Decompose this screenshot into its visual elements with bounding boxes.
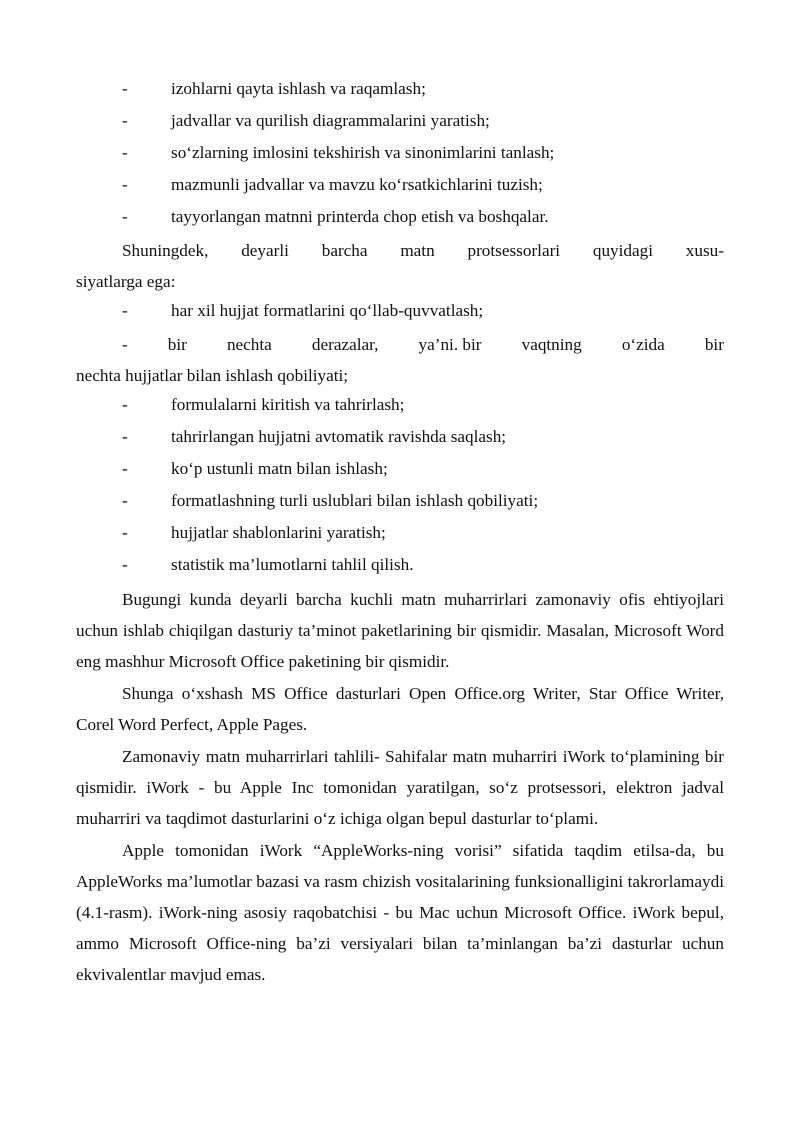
- list-item: [76, 423, 724, 455]
- list-item: [76, 203, 724, 235]
- list-item-text: so‘zlarning imlosini tekshirish va sinonimlarini tanlash;: [171, 143, 555, 162]
- dash-marker: -: [122, 335, 128, 354]
- list-item-wrapped: [76, 329, 724, 391]
- list-item: [76, 107, 724, 139]
- paragraph-office-suites: Bugungi kunda deyarli barcha kuchli matn muharrirlari zamonaviy ofis ehtiyojlari uchun ishlab chiqilgan dasturiy ta’minot paketlarining bir qismidir. Masalan, Microsoft Word eng mashhur Microsoft Office paketining bir qismidir.: [76, 590, 724, 671]
- list-item-text: tayyorlangan matnni printerda chop etish va boshqalar.: [171, 207, 549, 226]
- spread-line: [76, 235, 724, 266]
- word: barcha: [321, 241, 368, 260]
- dash-marker: -: [122, 143, 128, 162]
- dash-marker: -: [122, 79, 128, 98]
- word: quyidagi: [592, 241, 654, 260]
- dash-marker: -: [122, 491, 128, 510]
- word: deyarli: [241, 241, 289, 260]
- dash-marker: -: [122, 395, 128, 414]
- bullet-list-capabilities: [76, 75, 724, 235]
- dash-marker: -: [122, 207, 128, 226]
- word: ya’ni. bir: [418, 335, 482, 354]
- list-item-text: formulalarni kiritish va tahrirlash;: [171, 395, 405, 414]
- dash-marker: -: [122, 459, 128, 478]
- list-item: [76, 171, 724, 203]
- word: o‘zida: [621, 335, 665, 354]
- word: vaqtning: [521, 335, 582, 354]
- word: nechta: [226, 335, 272, 354]
- features-intro-paragraph: [76, 235, 724, 297]
- dash-marker: -: [122, 427, 128, 446]
- list-item: [76, 455, 724, 487]
- dash-marker: -: [122, 111, 128, 130]
- list-item: [76, 551, 724, 583]
- list-item-text: statistik ma’lumotlarni tahlil qilish.: [171, 555, 414, 574]
- list-item: [76, 297, 724, 329]
- list-item-text: ko‘p ustunli matn bilan ishlash;: [171, 459, 388, 478]
- word: bir: [167, 335, 187, 354]
- list-item: [76, 75, 724, 107]
- list-item-text: tahrirlangan hujjatni avtomatik ravishda saqlash;: [171, 427, 507, 446]
- spread-line: [76, 329, 724, 360]
- paragraph-appleworks: Apple tomonidan iWork “AppleWorks-ning vorisi” sifatida taqdim etilsa-da, bu AppleWorks ma’lumotlar bazasi va rasm chizish vositalarining funksionalligini takrorlamaydi (4.1-rasm). iWork-ning asosiy raqobatchisi - bu Mac uchun Microsoft Office. iWork bepul, ammo Microsoft Office-ning ba’zi versiyalari bilan ta’minlangan ba’zi dasturlar uchun ekvivalentlar mavjud emas.: [76, 841, 724, 984]
- list-item-text: hujjatlar shablonlarini yaratish;: [171, 523, 386, 542]
- list-item: [76, 519, 724, 551]
- dash-marker: -: [122, 555, 128, 574]
- word: Shuningdek,: [122, 241, 209, 260]
- list-item-text: mazmunli jadvallar va mavzu ko‘rsatkichlarini tuzish;: [171, 175, 543, 194]
- document-body: [76, 75, 724, 990]
- paragraph-iwork: Zamonaviy matn muharrirlari tahlili- Sahifalar matn muharriri iWork to‘plamining bir qismidir. iWork - bu Apple Inc tomonidan yaratilgan, so‘z protsessori, elektron jadval muharriri va taqdimot dasturlarini o‘z ichiga olgan bepul dasturlar to‘plami.: [76, 747, 724, 828]
- paragraph-line: siyatlarga ega:: [76, 272, 176, 291]
- paragraph-ms-office-alternatives: Shunga o‘xshash MS Office dasturlari Open Office.org Writer, Star Office Writer, Corel Word Perfect, Apple Pages.: [76, 684, 724, 734]
- paragraph-line: nechta hujjatlar bilan ishlash qobiliyati;: [76, 366, 349, 385]
- word: xusu-: [685, 241, 724, 260]
- word: bir: [704, 335, 724, 354]
- list-item: [76, 487, 724, 519]
- list-item-text: har xil hujjat formatlarini qo‘llab-quvvatlash;: [171, 301, 484, 320]
- dash-marker: -: [122, 301, 128, 320]
- dash-marker: -: [122, 523, 128, 542]
- list-item-text: formatlashning turli uslublari bilan ishlash qobiliyati;: [171, 491, 539, 510]
- list-item-text: izohlarni qayta ishlash va raqamlash;: [171, 79, 426, 98]
- list-item: [76, 391, 724, 423]
- list-item: [76, 139, 724, 171]
- word: protsessorlari: [467, 241, 561, 260]
- word: derazalar,: [311, 335, 379, 354]
- dash-marker: -: [122, 175, 128, 194]
- word: matn: [400, 241, 435, 260]
- bullet-list-features: [76, 297, 724, 583]
- list-item-text: jadvallar va qurilish diagrammalarini yaratish;: [171, 111, 490, 130]
